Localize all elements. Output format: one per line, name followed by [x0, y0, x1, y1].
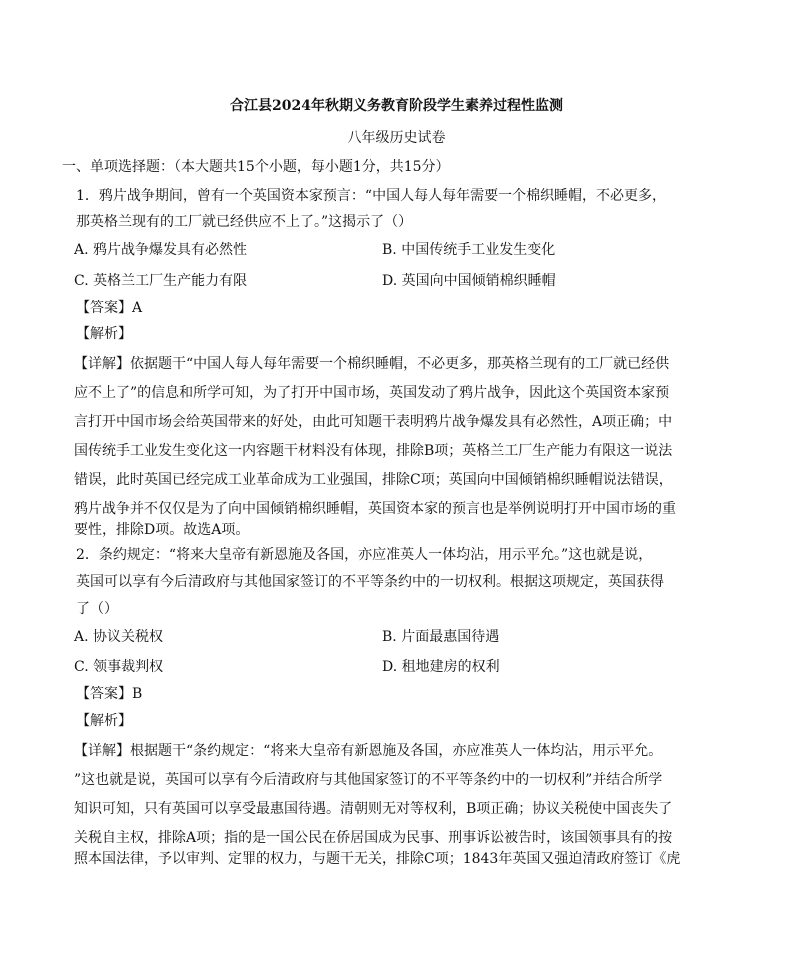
q1-detail-line-1: 【详解】依据题干“中国人每人每年需要一个棉织睡帽，不必更多，那英格兰现有的工厂就已经供 — [74, 356, 670, 372]
q2-detail-line-1: 【详解】根据题干“条约规定：“将来大皇帝有新恩施及各国，亦应准英人一体均沾，用示平允。 — [74, 743, 663, 759]
page-title: 合江县2024年秋期义务教育阶段学生素养过程性监测 — [230, 98, 563, 114]
q1-analysis-label: 【解析】 — [76, 326, 132, 342]
q1-stem-line-2: 那英格兰现有的工厂就已经供应不上了。”这揭示了（） — [76, 214, 413, 230]
q2-stem-line-2: 英国可以享有今后清政府与其他国家签订的不平等条约中的一切权利。根据这项规定，英国获得 — [76, 574, 664, 590]
q1-detail-line-6: 鸦片战争并不仅仅是为了向中国倾销棉织睡帽，英国资本家的预言也是举例说明打开中国市场的重 — [74, 501, 676, 517]
q2-option-b: B. 片面最惠国待遇 — [382, 629, 500, 645]
q2-answer: 【答案】B — [76, 686, 143, 702]
q1-answer: 【答案】A — [76, 300, 143, 316]
q1-option-d: D. 英国向中国倾销棉织睡帽 — [382, 273, 556, 289]
q2-analysis-label: 【解析】 — [76, 713, 132, 729]
q2-detail-line-4: 关税自主权，排除A项；指的是一国公民在侨居国成为民事、刑事诉讼被告时，该国领事具有的按 — [74, 830, 673, 846]
page-subtitle: 八年级历史试卷 — [347, 130, 446, 146]
q2-option-a: A. 协议关税权 — [74, 629, 164, 645]
q1-option-c: C. 英格兰工厂生产能力有限 — [74, 273, 248, 289]
q2-stem-line-1: 2．条约规定：“将来大皇帝有新恩施及各国，亦应准英人一体均沾，用示平允。”这也就是说， — [76, 547, 653, 563]
q1-detail-line-4: 国传统手工业发生变化这一内容题干材料没有体现，排除B项；英格兰工厂生产能力有限这一说法 — [74, 443, 673, 459]
q1-option-b: B. 中国传统手工业发生变化 — [382, 242, 556, 258]
section-heading: 一、单项选择题：（本大题共15个小题，每小题1分，共15分） — [62, 159, 450, 175]
q1-detail-line-7: 要性，排除D项。故选A项。 — [74, 522, 250, 538]
q1-detail-line-3: 言打开中国市场会给英国带来的好处，由此可知题干表明鸦片战争爆发具有必然性，A项正确；中 — [74, 414, 673, 430]
q2-stem-line-3: 了（） — [76, 601, 118, 617]
q1-stem-line-1: 1．鸦片战争期间，曾有一个英国资本家预言：“中国人每人每年需要一个棉织睡帽，不必更多， — [76, 188, 667, 204]
q1-detail-line-5: 错误，此时英国已经完成工业革命成为工业强国，排除C项；英国向中国倾销棉织睡帽说法错误， — [74, 472, 673, 488]
q2-detail-line-3: 知识可知，只有英国可以享受最惠国待遇。清朝则无对等权利，B项正确；协议关税使中国丧失了 — [74, 801, 673, 817]
q2-detail-line-2: ”这也就是说，英国可以享有今后清政府与其他国家签订的不平等条约中的一切权利”并结合所学 — [74, 772, 663, 788]
q1-detail-line-2: 应不上了”的信息和所学可知，为了打开中国市场，英国发动了鸦片战争，因此这个英国资本家预 — [74, 385, 670, 401]
q2-option-d: D. 租地建房的权利 — [382, 659, 500, 675]
q2-detail-line-5: 照本国法律，予以审判、定罪的权力，与题干无关，排除C项；1843年英国又强迫清政府签订《虎 — [74, 851, 681, 867]
q1-option-a: A. 鸦片战争爆发具有必然性 — [74, 242, 248, 258]
q2-option-c: C. 领事裁判权 — [74, 659, 164, 675]
